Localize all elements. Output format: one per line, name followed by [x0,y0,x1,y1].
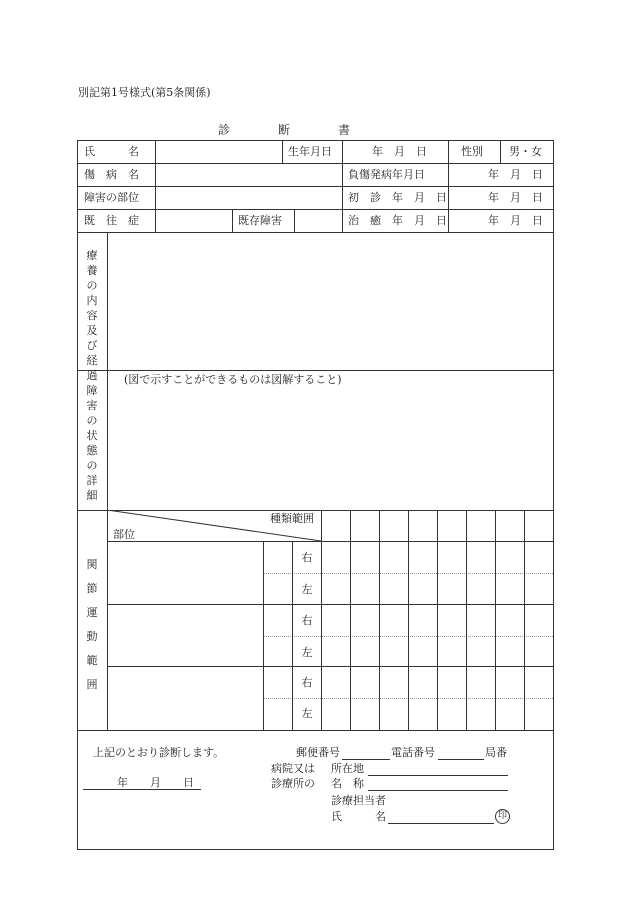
first-exam-label: 初 診 年 月 日 [348,191,447,204]
joint-site-field[interactable] [108,542,262,603]
existing-disability-label: 既存障害 [238,214,282,227]
disability-field[interactable] [109,388,552,508]
address-label: 所在地 [331,762,364,775]
postal-code-underline[interactable] [342,759,390,760]
phone-label: 電話番号 [391,746,435,759]
injury-site-label: 障害の部位 [84,191,139,204]
history-field[interactable] [156,210,231,231]
side-right-label: 右 [301,676,313,689]
type-range-header: 種類範囲 [270,512,314,525]
postal-code-label: 郵便番号 [296,746,340,759]
treatment-label: 療養の内容及び経過 [86,249,98,382]
cure-date-field[interactable]: 年 月 日 [488,214,543,227]
joint-range-label: 関節運動範囲 [86,558,98,691]
hospital-label-line1: 病院又は [271,762,315,775]
section-divider [77,370,554,371]
seal-icon: 印 [495,809,510,824]
facility-name-label: 名 称 [331,777,364,790]
phone-underline[interactable] [438,759,484,760]
sex-label: 性別 [461,145,483,158]
disease-label: 傷 病 名 [84,168,139,181]
site-header: 部位 [113,528,135,541]
treatment-field[interactable] [109,234,552,368]
address-underline[interactable] [368,775,508,776]
bureau-label: 局番 [485,746,507,759]
side-left-label: 左 [301,646,313,659]
existing-disability-field[interactable] [295,210,341,231]
document-title: 診 断 書 [218,123,351,137]
doctor-name-label: 氏 名 [331,810,386,823]
injury-site-field[interactable] [156,187,341,208]
onset-date-field[interactable]: 年 月 日 [488,168,543,181]
first-exam-field[interactable]: 年 月 日 [488,191,543,204]
side-left-label: 左 [301,583,313,596]
doctor-label: 診療担当者 [331,794,386,807]
disability-note: (図で示すことができるものは図解すること) [124,373,342,386]
birthdate-field[interactable]: 年 月 日 [372,145,427,158]
side-right-label: 右 [301,614,313,627]
hospital-label-line2: 診療所の [271,777,315,790]
diagnosis-date[interactable]: 年 月 日 [117,776,194,789]
side-right-label: 右 [301,551,313,564]
disability-label: 障害の状態の詳細 [86,384,98,502]
sex-field[interactable]: 男・女 [509,145,542,158]
name-label: 氏 名 [84,145,139,158]
diagnosis-statement: 上記のとおり診断します。 [93,746,225,759]
side-left-label: 左 [301,707,313,720]
form-identifier: 別記第1号様式(第5条関係) [78,86,211,99]
date-underline [83,789,201,790]
name-field[interactable] [156,141,281,162]
joint-site-field[interactable] [108,605,262,665]
history-label: 既 往 症 [84,214,139,227]
doctor-name-underline[interactable] [388,823,494,824]
disease-field[interactable] [156,164,341,185]
cure-date-label: 治 癒 年 月 日 [348,214,447,227]
joint-site-field[interactable] [108,667,262,729]
birthdate-label: 生年月日 [288,145,332,158]
facility-name-underline[interactable] [368,790,508,791]
onset-date-label: 負傷発病年月日 [348,168,425,181]
